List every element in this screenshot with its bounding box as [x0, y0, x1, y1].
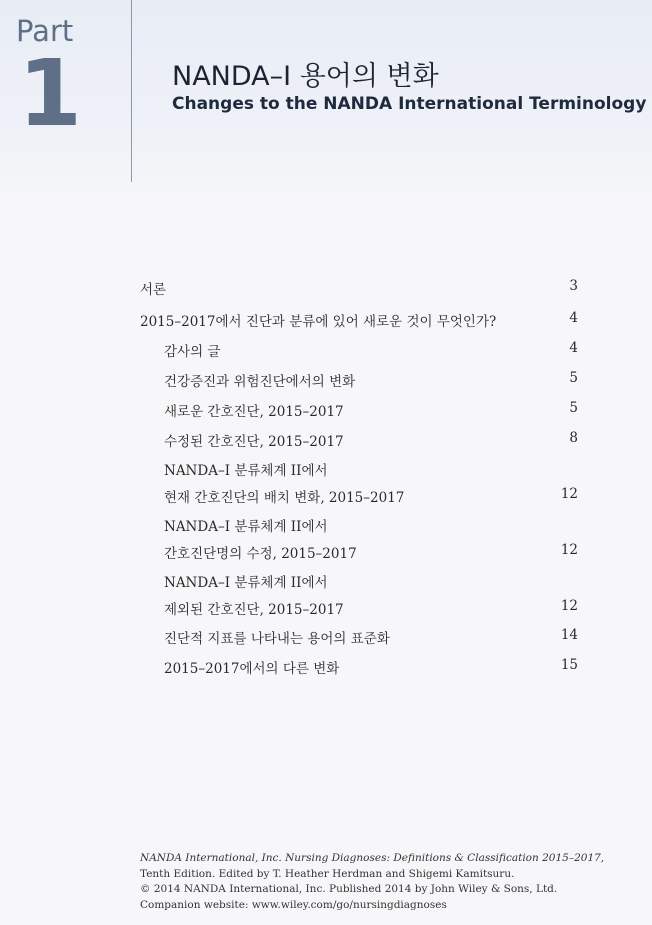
- chapter-title-korean: NANDA–I 용어의 변화: [172, 61, 439, 92]
- toc-entry-page: 14: [560, 627, 578, 643]
- toc-entry-title: 서론: [140, 282, 167, 298]
- toc-entry-page: 3: [569, 278, 578, 294]
- toc-entry-title-line2: 간호진단명의 수정, 2015–2017: [164, 546, 357, 562]
- toc-entry-page: 5: [569, 400, 578, 416]
- footer-edition: Tenth Edition. Edited by T. Heather Herdman and Shigemi Kamitsuru.: [140, 867, 515, 880]
- toc-entry-page: 4: [569, 310, 578, 326]
- footer-copyright: © 2014 NANDA International, Inc. Published 2014 by John Wiley & Sons, Ltd.: [140, 883, 558, 895]
- toc-entry-page: 12: [560, 486, 578, 502]
- toc-entry-title: 건강증진과 위험진단에서의 변화: [164, 374, 356, 390]
- part-label: Part: [16, 14, 74, 48]
- toc-entry-title-line1: NANDA–I 분류체계 II에서: [164, 463, 328, 479]
- toc-entry-title: 진단적 지표를 나타내는 용어의 표준화: [164, 631, 390, 647]
- toc-entry-title-line1: NANDA–I 분류체계 II에서: [164, 519, 328, 535]
- toc-entry-page: 15: [560, 657, 578, 673]
- toc-entry-title: 2015–2017에서 진단과 분류에 있어 새로운 것이 무엇인가?: [140, 314, 497, 330]
- toc-entry-title: 새로운 간호진단, 2015–2017: [164, 404, 344, 420]
- toc-entry-title: 감사의 글: [164, 344, 221, 360]
- footer-website: Companion website: www.wiley.com/go/nursingdiagnoses: [140, 898, 447, 911]
- toc-entry-title-line2: 현재 간호진단의 배치 변화, 2015–2017: [164, 490, 405, 506]
- toc-entry-title-line1: NANDA–I 분류체계 II에서: [164, 575, 328, 591]
- footer-book-title: NANDA International, Inc. Nursing Diagnoses: Definitions & Classification 2015–2017,: [140, 852, 605, 864]
- toc-entry-page: 5: [569, 370, 578, 386]
- toc-entry-page: 12: [560, 598, 578, 614]
- part-number: 1: [18, 40, 83, 147]
- toc-entry-page: 12: [560, 542, 578, 558]
- copyright-footer: [140, 851, 605, 913]
- toc-entry-page: 4: [569, 340, 578, 356]
- toc-entry-title: 수정된 간호진단, 2015–2017: [164, 434, 344, 450]
- toc-entry-page: 8: [569, 430, 578, 446]
- toc-entry-title: 2015–2017에서의 다른 변화: [164, 661, 340, 677]
- chapter-title-english: Changes to the NANDA International Terminology: [172, 94, 647, 114]
- toc-entry-title-line2: 제외된 간호진단, 2015–2017: [164, 602, 344, 618]
